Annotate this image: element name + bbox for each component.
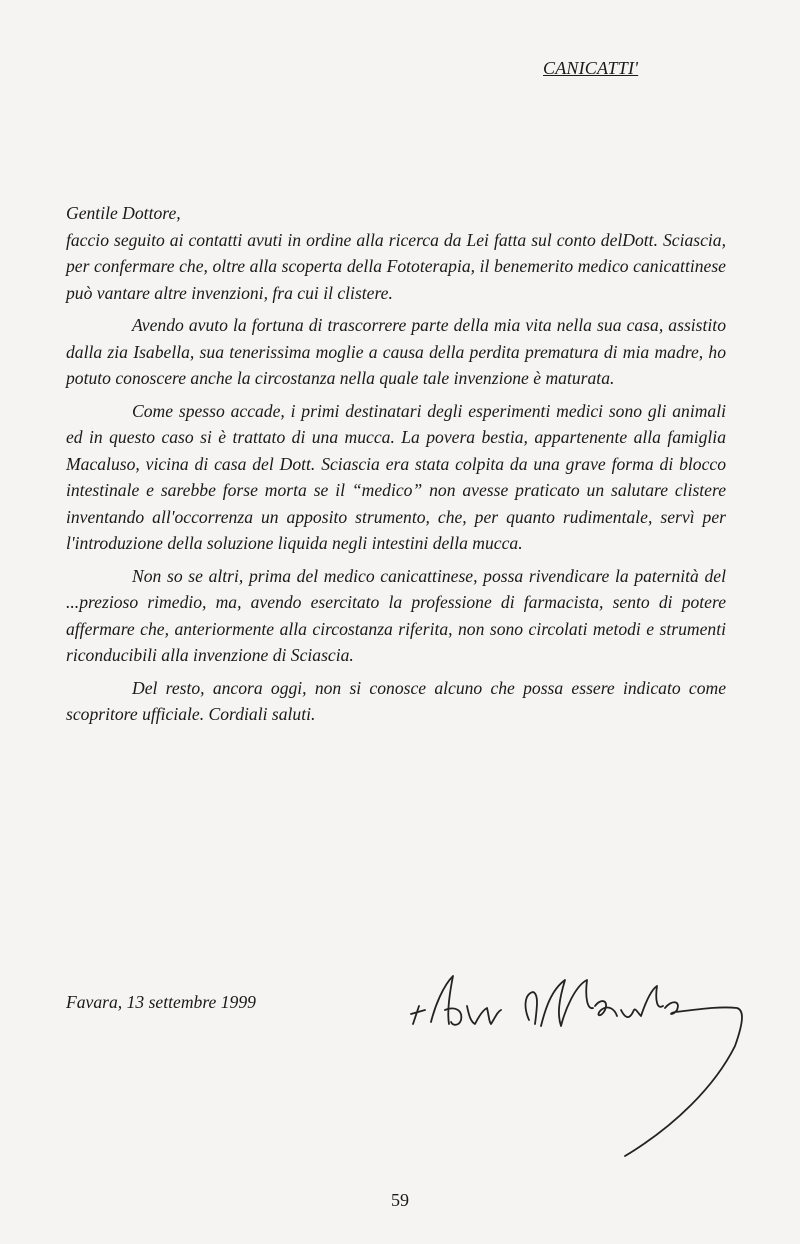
letter-paragraph-4: Non so se altri, prima del medico canicattinese, possa rivendicare la paternità del ...prezioso rimedio, ma, avendo esercitato la professione di farmacista, sento di potere affermare che, anteriormente alla circostanza riferita, non sono circolati metodi e strumenti riconducibili alla invenzione di Sciascia. [66,565,726,665]
letter-paragraph-2: Avendo avuto la fortuna di trascorrere parte della mia vita nella sua casa, assistito dalla zia Isabella, sua tenerissima moglie a causa della perdita prematura di mia madre, ho potuto conoscere anche la circostanza nella quale tale invenzione è maturata. [66,315,726,388]
letter-paragraph-1: faccio seguito ai contatti avuti in ordine alla ricerca da Lei fatta sul conto delDott. Sciascia, per confermare che, oltre alla scoperta della Fototerapia, il benemerito medico canicattinese può vantare altre invenzioni, fra cui il clistere. [66,229,726,303]
letter-salutation: Gentile Dottore, [66,203,181,223]
letter-paragraph-5: Del resto, ancora oggi, non si conosce alcuno che possa essere indicato come scopritore ufficiale. Cordiali saluti. [66,677,726,724]
place-date: Favara, 13 settembre 1999 [66,992,256,1012]
page-number: 59 [391,1190,409,1210]
letter-body [66,200,726,734]
handwritten-signature [405,966,765,1166]
letter-paragraph-3: Come spesso accade, i primi destinatari degli esperimenti medici sono gli animali ed in questo caso si è trattato di una mucca. La povera bestia, appartenente alla famiglia Macaluso, vicina di casa del Dott. Sciascia era stata colpita da una grave forma di blocco intestinale e sarebbe forse morta se il “medico” non avesse praticato un salutare clistere inventando all'occorrenza un apposito strumento, che, per quanto rudimentale, servì per l'introduzione della soluzione liquida negli intestini della mucca. [66,400,726,553]
header-place: CANICATTI' [543,58,639,78]
